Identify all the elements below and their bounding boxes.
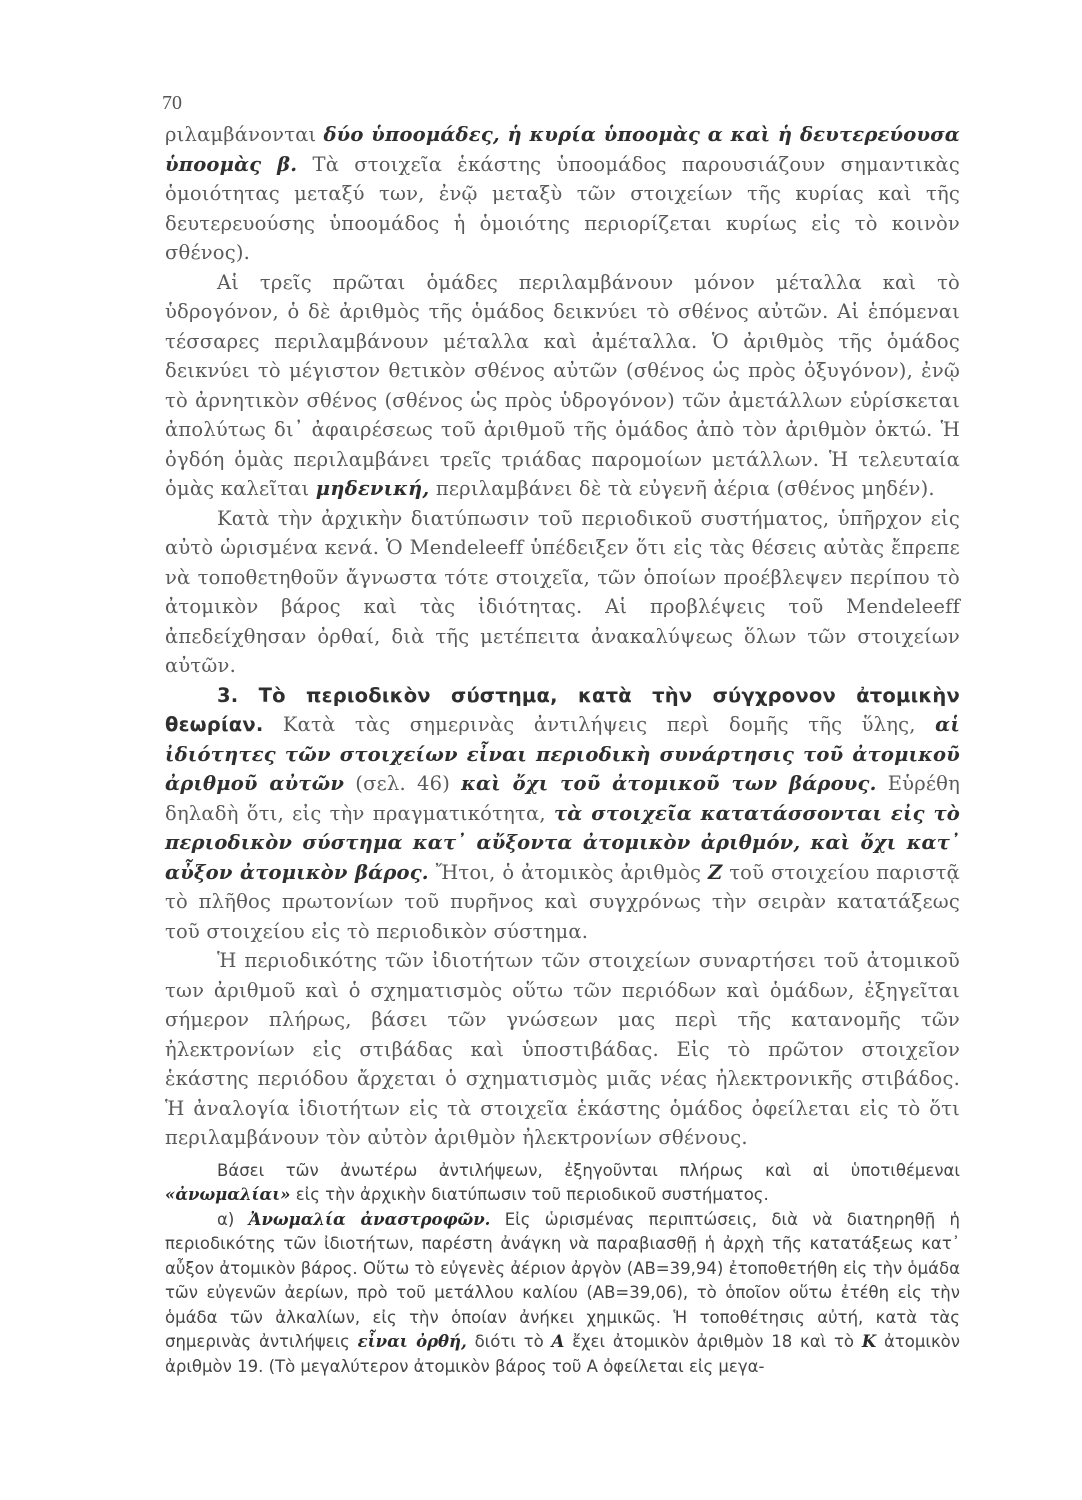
emphasis-text: καὶ ὄχι τοῦ ἀτομικοῦ των βάρους. [461,772,877,795]
emphasis-text: 3. Τὸ περιοδικὸν σύστημα, κατὰ τὴν σύγχρονον ἀτομικὴν θεωρίαν. [165,683,960,736]
text-run: (σελ. 46) [344,772,462,795]
text-run: Βάσει τῶν ἀνωτέρω ἀντιλήψεων, ἐξηγοῦνται πλήρως καὶ αἱ ὑποτιθέμεναι [217,1160,960,1180]
emphasis-text: αἱ ἰδιότητες τῶν στοιχείων εἶναι περιοδικὴ συνάρτησις τοῦ ἀτομικοῦ ἀριθμοῦ αὐτῶν [165,713,960,795]
text-run: Ἤτοι, ὁ ἀτομικὸς ἀριθμὸς [428,860,708,884]
small-print-text [165,1159,960,1380]
emphasis-text: Ἀνωμαλία ἀναστροφῶν. [248,1209,491,1229]
page-body [165,120,960,1379]
paragraph-p1 [165,120,960,268]
text-run: περιλαμβάνει δὲ τὰ εὐγενῆ ἀέρια (σθένος μηδέν). [429,477,935,500]
main-text [165,120,960,1153]
emphasis-text: μηδενική, [315,477,430,500]
text-run: Εὑρέθη δηλαδὴ ὅτι, εἰς τὴν πραγματικότητα, [165,772,961,825]
paragraph-p4 [165,681,960,947]
text-run: Εἰς ὡρισμένας περιπτώσεις, διὰ νὰ διατηρηθῇ ἡ περιοδικότης τῶν ἰδιοτήτων, παρέστη ἀνάγκη νὰ παραβιασθῇ ἡ ἀρχὴ τῆς κατατάξεως κατ᾽ αὖξον ἀτομικὸν βάρος. Οὕτω τὸ εὐγενὲς ἀέριον ἀργὸν (ΑΒ=39,94) ἐτοποθετήθη εἰς τὴν ὁμάδα τῶν εὐγενῶν ἀερίων, πρὸ τοῦ μετάλλου καλίου (ΑΒ=39,06), τὸ ὁποῖον οὕτω ἐτέθη εἰς τὴν ὁμάδα τῶν ἀλκαλίων, εἰς τὴν ὁποίαν ἀνήκει χημικῶς. Ἡ τοποθέτησις αὐτή, κατὰ τὰς σημερινὰς ἀντιλήψεις [165,1209,961,1351]
text-run: εἰς τὴν ἀρχικὴν διατύπωσιν τοῦ περιοδικοῦ συστήματος. [290,1185,769,1204]
paragraph-p3 [165,504,960,681]
emphasis-text: δύο ὑποομάδες, ἡ κυρία ὑποομὰς α καὶ ἡ δευτερεύουσα ὑποομὰς β. [165,123,960,176]
emphasis-text: Z [707,860,723,884]
emphasis-text: K [861,1332,877,1351]
text-run: Αἱ τρεῖς πρῶται ὁμάδες περιλαμβάνουν μόνον μέταλλα καὶ τὸ ὑδρογόνον, ὁ δὲ ἀριθμὸς τῆς ὁμάδος δεικνύει τὸ σθένος αὐτῶν. Αἱ ἑπόμεναι τέσσαρες περιλαμβάνουν μέταλλα καὶ ἀμέταλλα. Ὁ ἀριθμὸς τῆς ὁμάδος δεικνύει τὸ μέγιστον θετικὸν σθένος αὐτῶν (σθένος ὡς πρὸς ὀξυγόνον), ἐνῷ τὸ ἀρνητικὸν σθένος (σθένος ὡς πρὸς ὑδρογόνον) τῶν ἀμετάλλων εὑρίσκεται ἀπολύτως δι᾽ ἀφαιρέσεως τοῦ ἀριθμοῦ τῆς ὁμάδος ἀπὸ τὸν ἀριθμὸν ὀκτώ. Ἡ ὀγδόη ὁμὰς περιλαμβάνει τρεῖς τριάδας παρομοίων μετάλλων. Ἡ τελευταία ὁμὰς καλεῖται [165,270,960,500]
text-run: Κατὰ τὴν ἀρχικὴν διατύπωσιν τοῦ περιοδικοῦ συστήματος, ὑπῆρχον εἰς αὐτὸ ὡρισμένα κενά. Ὁ Mendeleeff ὑπέδειξεν ὅτι εἰς τὰς θέσεις αὐτὰς ἔπρεπε νὰ τοποθετηθοῦν ἄγνωστα τότε στοιχεῖα, τῶν ὁποίων προέβλεψεν περίπου τὸ ἀτομικὸν βάρος καὶ τὰς ἰδιότητας. Αἱ προβλέψεις τοῦ Mendeleeff ἀπεδείχθησαν ὀρθαί, διὰ τῆς μετέπειτα ἀνακαλύψεως ὅλων τῶν στοιχείων αὐτῶν. [165,506,960,677]
text-run: ἔχει ἀτομικὸν ἀριθμὸν 18 καὶ τὸ [564,1332,862,1351]
text-run: Κατὰ τὰς σημερινὰς ἀντιλήψεις περὶ δομῆς τῆς ὕλης, [263,713,936,736]
emphasis-text: τὰ στοιχεῖα κατατάσσονται εἰς τὸ περιοδικὸν σύστημα κατ᾽ αὔξοντα ἀτομικὸν ἀριθμόν, καὶ ὄχι κατ᾽ αὖξον ἀτομικὸν βάρος. [165,801,960,884]
emphasis-text: A [551,1332,565,1351]
paragraph-p2 [165,268,960,504]
text-run: ριλαμβάνονται [165,123,324,146]
text-run: Τὰ στοιχεῖα ἑκάστης ὑποομάδος παρουσιάζουν σημαντικὰς ὁμοιότητας μεταξύ των, ἐνῷ μεταξὺ τῶν στοιχείων τῆς κυρίας καὶ τῆς δευτερευούσης ὑποομάδος ἡ ὁμοιότης περιορίζεται κυρίως εἰς τὸ κοινὸν σθένος). [165,152,960,264]
emphasis-text: «ἀνωμαλίαι» [165,1185,291,1204]
text-run: α) [217,1209,249,1229]
paragraph-s1 [165,1159,960,1208]
paragraph-s2 [165,1208,960,1380]
paragraph-p5 [165,946,960,1153]
text-run: ἀτομικὸν ἀριθμὸν 19. (Τὸ μεγαλύτερον ἀτομικὸν βάρος τοῦ Α ὀφείλεται εἰς μεγα- [165,1332,960,1376]
page-number: 70 [162,92,182,114]
text-run: διότι τὸ [466,1332,552,1351]
text-run: τοῦ στοιχείου παριστᾷ τὸ πλῆθος πρωτονίων τοῦ πυρῆνος καὶ συγχρόνως τὴν σειρὰν κατατάξεως τοῦ στοιχείου εἰς τὸ περιοδικὸν σύστημα. [165,860,960,943]
emphasis-text: εἶναι ὀρθή, [357,1332,467,1351]
text-run: Ἡ περιοδικότης τῶν ἰδιοτήτων τῶν στοιχείων συναρτήσει τοῦ ἀτομικοῦ των ἀριθμοῦ καὶ ὁ σχηματισμὸς οὕτω τῶν περιόδων καὶ ὁμάδων, ἐξηγεῖται σήμερον πλήρως, βάσει τῶν γνώσεων μας περὶ τῆς κατανομῆς τῶν ἠλεκτρονίων εἰς στιβάδας καὶ ὑποστιβάδας. Εἰς τὸ πρῶτον στοιχεῖον ἑκάστης περιόδου ἄρχεται ὁ σχηματισμὸς μιᾶς νέας ἠλεκτρονικῆς στιβάδος. Ἡ ἀναλογία ἰδιοτήτων εἰς τὰ στοιχεῖα ἑκάστης ὁμάδος ὀφείλεται εἰς τὸ ὅτι περιλαμβάνουν τὸν αὐτὸν ἀριθμὸν ἠλεκτρονίων σθένους. [165,949,960,1149]
